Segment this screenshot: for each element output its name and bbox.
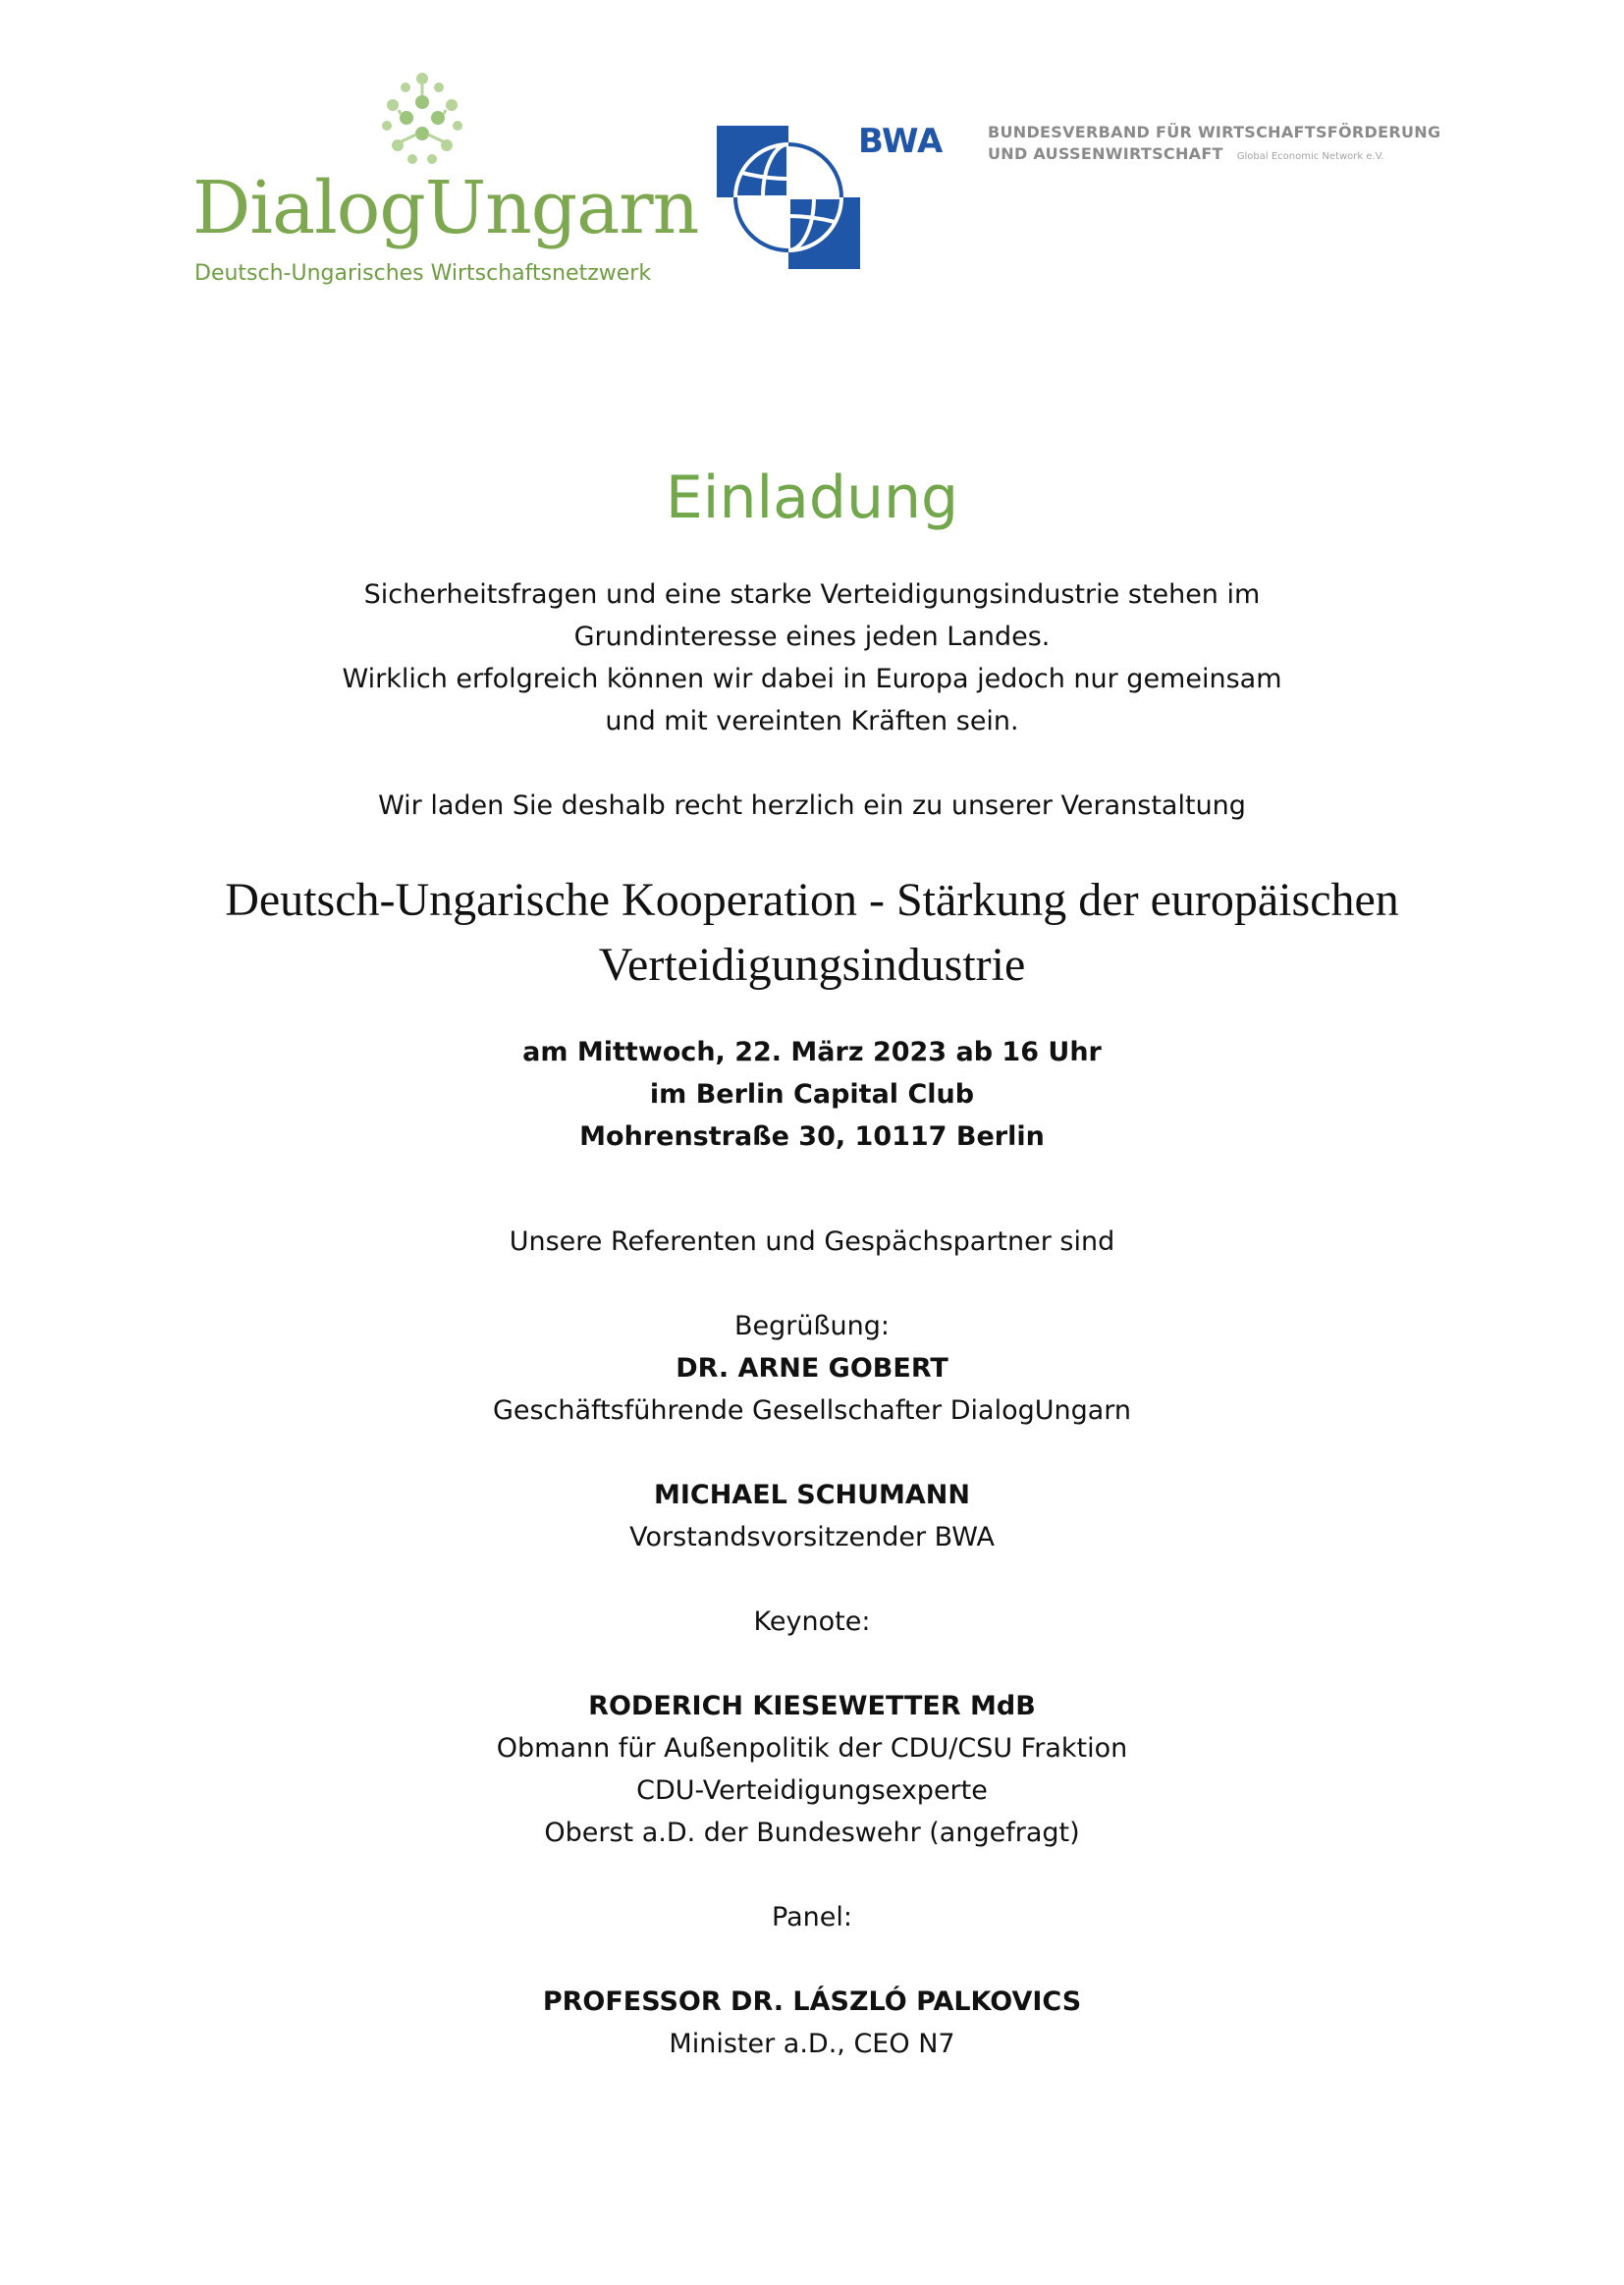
panel-label-block [125, 1896, 1499, 1938]
speaker-role: Minister a.D., CEO N7 [669, 2029, 955, 2059]
event-date: am Mittwoch, 22. März 2023 ab 16 Uhr [522, 1037, 1102, 1067]
greeting-speaker-2 [125, 1474, 1499, 1558]
federation-name [988, 122, 1498, 168]
bwa-globe-icon [717, 126, 860, 269]
panel-speaker [125, 1981, 1499, 2065]
invitation-body [125, 462, 1499, 2065]
network-people-icon [373, 73, 471, 167]
speaker-role: Geschäftsführende Gesellschafter DialogUngarn [492, 1395, 1132, 1426]
page-title: Einladung [665, 463, 959, 532]
speaker-role: Oberst a.D. der Bundeswehr (angefragt) [544, 1818, 1080, 1848]
panel-label: Panel: [772, 1902, 852, 1932]
intro-line: und mit vereinten Kräften sein. [605, 706, 1019, 736]
federation-line-2 [988, 143, 1498, 168]
speaker-name: PROFESSOR DR. LÁSZLÓ PALKOVICS [542, 1986, 1082, 2017]
keynote-label-block [125, 1601, 1499, 1643]
federation-subtitle: Global Economic Network e.V. [1236, 151, 1384, 162]
speaker-role: CDU-Verteidigungsexperte [636, 1775, 988, 1806]
speaker-role: Obmann für Außenpolitik der CDU/CSU Fraktion [496, 1733, 1128, 1764]
greeting-section [125, 1305, 1499, 1432]
dialogungarn-wordmark: DialogUngarn [192, 166, 699, 250]
intro-line: Sicherheitsfragen und eine starke Verteidigungsindustrie stehen im [363, 579, 1261, 610]
dialogungarn-logo [192, 73, 699, 299]
speaker-name: DR. ARNE GOBERT [676, 1353, 948, 1384]
event-title [125, 868, 1499, 998]
speaker-name: MICHAEL SCHUMANN [653, 1480, 970, 1510]
greeting-label: Begrüßung: [734, 1311, 890, 1341]
intro-paragraph [125, 573, 1499, 742]
event-title-line: Deutsch-Ungarische Kooperation - Stärkung der europäischen [225, 874, 1399, 926]
invite-line: Wir laden Sie deshalb recht herzlich ein zu unserer Veranstaltung [378, 790, 1246, 821]
event-venue: im Berlin Capital Club [649, 1079, 975, 1110]
federation-line-1: BUNDESVERBAND FÜR WIRTSCHAFTSFÖRDERUNG [988, 123, 1441, 141]
bwa-logo [717, 122, 960, 269]
event-details [125, 1031, 1499, 1158]
speaker-role: Vorstandsvorsitzender BWA [629, 1522, 995, 1552]
bwa-wordmark: BWA [858, 122, 944, 161]
intro-line: Grundinteresse eines jeden Landes. [573, 622, 1051, 652]
intro-line: Wirklich erfolgreich können wir dabei in Europa jedoch nur gemeinsam [342, 664, 1282, 694]
event-title-line: Verteidigungsindustrie [598, 939, 1026, 991]
keynote-speaker [125, 1685, 1499, 1854]
speaker-name: RODERICH KIESEWETTER MdB [588, 1691, 1036, 1721]
federation-line-2-text: UND AUSSENWIRTSCHAFT [988, 144, 1223, 163]
dialogungarn-tagline: Deutsch-Ungarisches Wirtschaftsnetzwerk [194, 261, 652, 286]
event-address: Mohrenstraße 30, 10117 Berlin [579, 1121, 1045, 1152]
keynote-label: Keynote: [753, 1606, 871, 1637]
speakers-intro: Unsere Referenten und Gespächspartner sind [509, 1226, 1115, 1257]
